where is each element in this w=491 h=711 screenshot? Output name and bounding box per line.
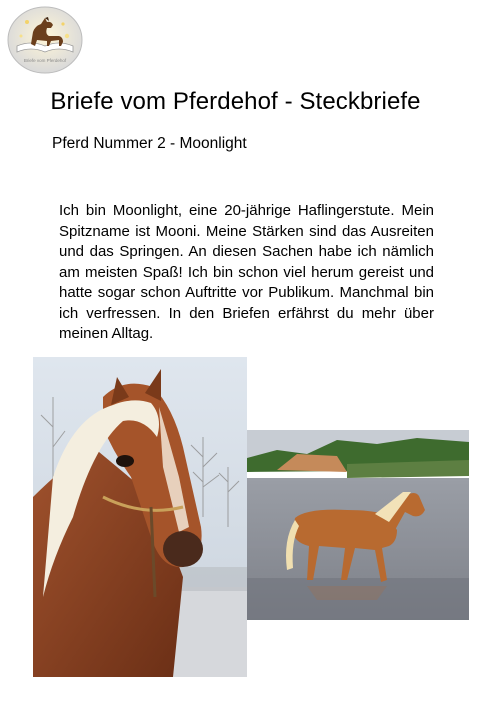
logo xyxy=(7,6,83,74)
horse-subtitle: Pferd Nummer 2 - Moonlight xyxy=(52,135,247,152)
horse-bio: Ich bin Moonlight, eine 20-jährige Haflingerstute. Mein Spitzname ist Mooni. Meine Stärken sind das Ausreiten und das Springen. An diesen Sachen habe ich nämlich am meisten Spaß! Ich bin schon viel herum gereist und hatte sogar schon Auftritte vor Publikum. Manchmal bin ich verfressen. In den Briefen erfährst du mehr über meinen Alltag. xyxy=(59,202,434,342)
horse-beach-photo xyxy=(247,430,469,620)
page-title: Briefe vom Pferdehof - Steckbriefe xyxy=(50,88,421,115)
horse-book-logo-icon xyxy=(7,6,83,74)
horse-portrait-photo xyxy=(33,357,247,677)
svg-text:Briefe vom Pferdehof: Briefe vom Pferdehof xyxy=(23,58,67,63)
